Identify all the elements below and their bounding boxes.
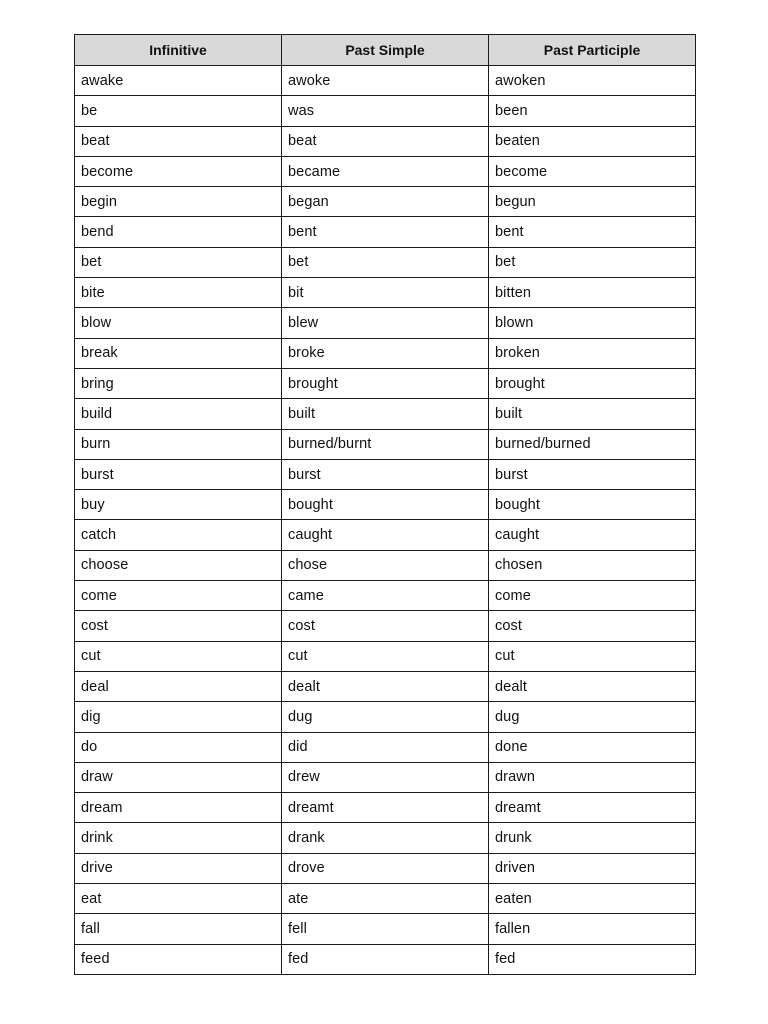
cell-past-participle: dealt [489, 671, 696, 701]
cell-infinitive: build [75, 399, 282, 429]
cell-past-participle: burst [489, 459, 696, 489]
cell-past-simple: bit [282, 278, 489, 308]
cell-infinitive: cut [75, 641, 282, 671]
table-row [75, 368, 696, 398]
cell-infinitive: deal [75, 671, 282, 701]
cell-past-participle: dreamt [489, 793, 696, 823]
cell-past-simple: did [282, 732, 489, 762]
cell-past-simple: beat [282, 126, 489, 156]
cell-past-participle: fed [489, 944, 696, 974]
cell-past-simple: began [282, 187, 489, 217]
cell-past-participle: cost [489, 611, 696, 641]
cell-infinitive: bite [75, 278, 282, 308]
cell-past-participle: broken [489, 338, 696, 368]
cell-past-simple: drove [282, 853, 489, 883]
cell-infinitive: drive [75, 853, 282, 883]
cell-past-simple: burst [282, 459, 489, 489]
cell-infinitive: drink [75, 823, 282, 853]
table-row [75, 671, 696, 701]
cell-past-participle: drawn [489, 762, 696, 792]
cell-past-simple: brought [282, 368, 489, 398]
cell-past-simple: fed [282, 944, 489, 974]
cell-infinitive: beat [75, 126, 282, 156]
cell-infinitive: begin [75, 187, 282, 217]
cell-past-participle: bitten [489, 278, 696, 308]
cell-past-simple: dug [282, 702, 489, 732]
cell-past-simple: fell [282, 914, 489, 944]
table-row [75, 429, 696, 459]
cell-infinitive: come [75, 581, 282, 611]
table-row [75, 611, 696, 641]
cell-infinitive: bring [75, 368, 282, 398]
irregular-verbs-table [74, 34, 696, 975]
cell-past-participle: bet [489, 247, 696, 277]
cell-past-participle: drunk [489, 823, 696, 853]
cell-past-simple: cost [282, 611, 489, 641]
cell-infinitive: dig [75, 702, 282, 732]
cell-past-simple: ate [282, 884, 489, 914]
cell-past-simple: was [282, 96, 489, 126]
cell-past-simple: broke [282, 338, 489, 368]
table-row [75, 217, 696, 247]
cell-past-simple: became [282, 156, 489, 186]
cell-past-simple: burned/burnt [282, 429, 489, 459]
cell-past-participle: dug [489, 702, 696, 732]
table-row [75, 399, 696, 429]
table-row [75, 581, 696, 611]
cell-infinitive: buy [75, 490, 282, 520]
cell-infinitive: fall [75, 914, 282, 944]
cell-past-participle: caught [489, 520, 696, 550]
table-row [75, 96, 696, 126]
header-past-simple: Past Simple [282, 35, 489, 66]
table-row [75, 944, 696, 974]
table-row [75, 156, 696, 186]
table-row [75, 66, 696, 96]
cell-past-participle: begun [489, 187, 696, 217]
cell-past-participle: driven [489, 853, 696, 883]
cell-infinitive: burst [75, 459, 282, 489]
cell-infinitive: dream [75, 793, 282, 823]
table-row [75, 490, 696, 520]
cell-past-participle: built [489, 399, 696, 429]
table-row [75, 641, 696, 671]
cell-past-participle: brought [489, 368, 696, 398]
cell-past-participle: beaten [489, 126, 696, 156]
cell-past-simple: cut [282, 641, 489, 671]
cell-past-participle: been [489, 96, 696, 126]
header-infinitive: Infinitive [75, 35, 282, 66]
cell-past-participle: chosen [489, 550, 696, 580]
cell-past-simple: bent [282, 217, 489, 247]
cell-past-participle: done [489, 732, 696, 762]
cell-infinitive: choose [75, 550, 282, 580]
cell-infinitive: awake [75, 66, 282, 96]
cell-past-simple: drew [282, 762, 489, 792]
cell-past-simple: came [282, 581, 489, 611]
cell-past-simple: bet [282, 247, 489, 277]
cell-past-participle: come [489, 581, 696, 611]
cell-infinitive: do [75, 732, 282, 762]
cell-infinitive: bend [75, 217, 282, 247]
table-row [75, 278, 696, 308]
table-row [75, 338, 696, 368]
cell-past-participle: awoken [489, 66, 696, 96]
cell-infinitive: break [75, 338, 282, 368]
table-row [75, 732, 696, 762]
table-row [75, 126, 696, 156]
header-past-participle: Past Participle [489, 35, 696, 66]
cell-past-simple: dealt [282, 671, 489, 701]
table-body [75, 66, 696, 975]
cell-infinitive: feed [75, 944, 282, 974]
cell-infinitive: eat [75, 884, 282, 914]
table-row [75, 247, 696, 277]
cell-past-simple: dreamt [282, 793, 489, 823]
cell-past-participle: blown [489, 308, 696, 338]
table-row [75, 793, 696, 823]
table-row [75, 520, 696, 550]
cell-infinitive: burn [75, 429, 282, 459]
cell-past-participle: cut [489, 641, 696, 671]
cell-past-participle: become [489, 156, 696, 186]
table-header [75, 35, 696, 66]
table-row [75, 914, 696, 944]
cell-past-simple: drank [282, 823, 489, 853]
cell-past-simple: blew [282, 308, 489, 338]
cell-infinitive: blow [75, 308, 282, 338]
table-row [75, 308, 696, 338]
cell-past-participle: fallen [489, 914, 696, 944]
table-row [75, 550, 696, 580]
cell-past-simple: awoke [282, 66, 489, 96]
table-row [75, 459, 696, 489]
table-row [75, 823, 696, 853]
cell-infinitive: become [75, 156, 282, 186]
cell-infinitive: cost [75, 611, 282, 641]
table-row [75, 853, 696, 883]
cell-past-simple: built [282, 399, 489, 429]
table-row [75, 762, 696, 792]
cell-infinitive: draw [75, 762, 282, 792]
cell-past-simple: chose [282, 550, 489, 580]
cell-infinitive: catch [75, 520, 282, 550]
cell-past-participle: burned/burned [489, 429, 696, 459]
header-row [75, 35, 696, 66]
cell-past-simple: bought [282, 490, 489, 520]
cell-past-simple: caught [282, 520, 489, 550]
cell-past-participle: eaten [489, 884, 696, 914]
table-row [75, 702, 696, 732]
cell-infinitive: be [75, 96, 282, 126]
table-row [75, 187, 696, 217]
cell-infinitive: bet [75, 247, 282, 277]
cell-past-participle: bought [489, 490, 696, 520]
cell-past-participle: bent [489, 217, 696, 247]
table-row [75, 884, 696, 914]
